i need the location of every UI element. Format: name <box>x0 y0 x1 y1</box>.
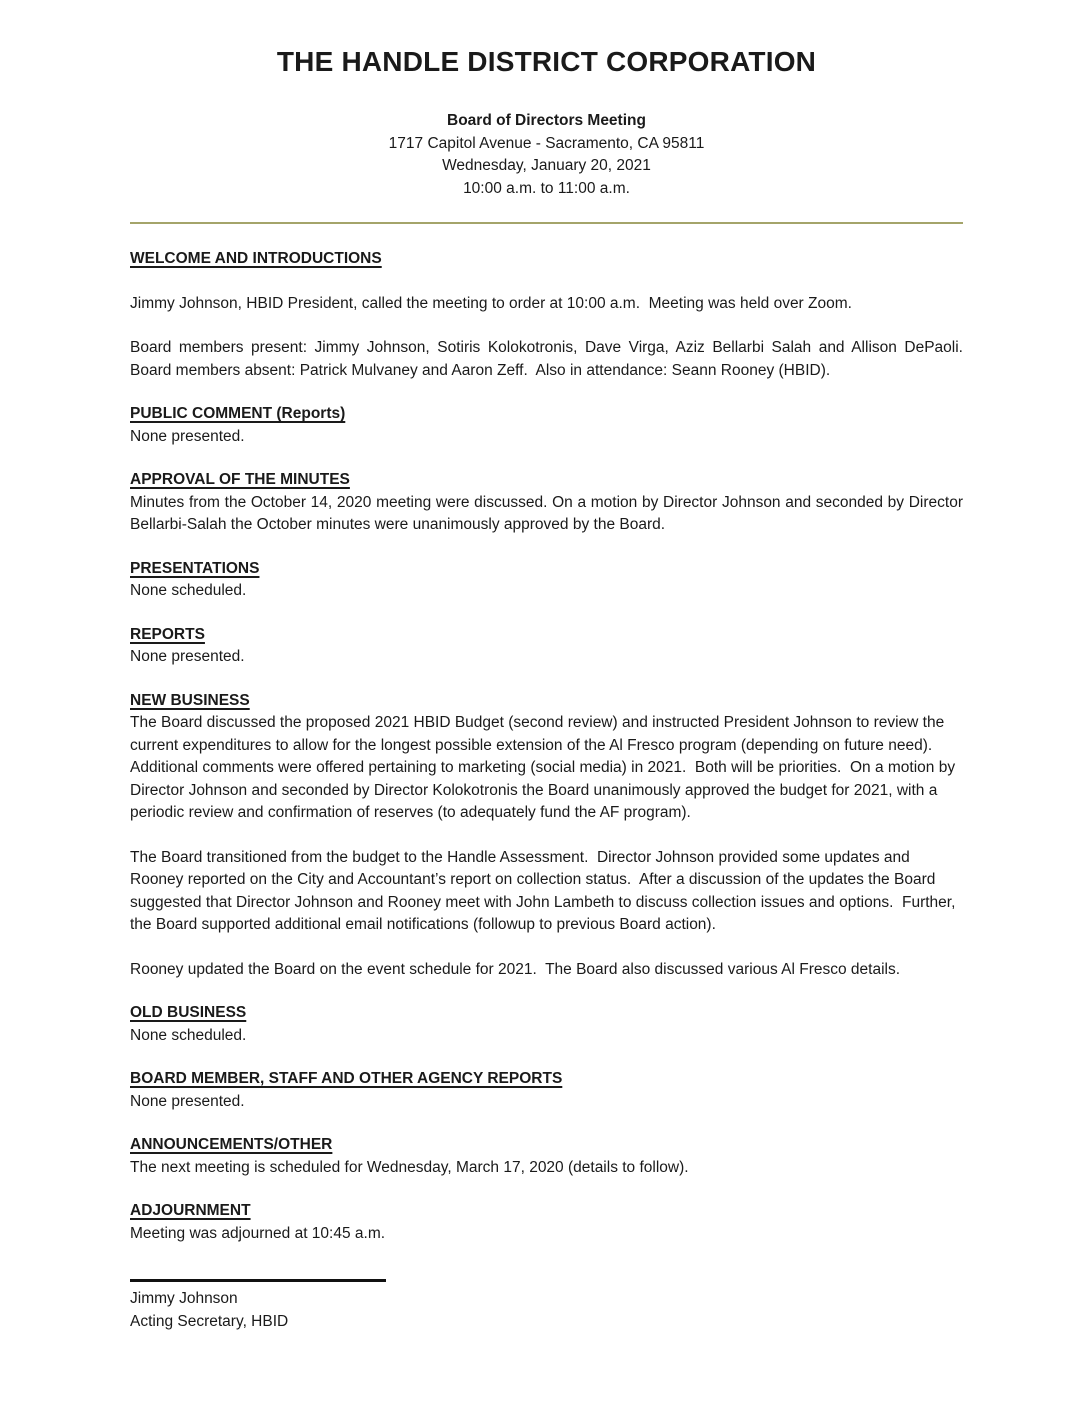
section-heading: ADJOURNMENT <box>130 1202 251 1219</box>
signature-block <box>130 1279 963 1333</box>
paragraph: None scheduled. <box>130 582 247 599</box>
paragraph: The Board transitioned from the budget to the Handle Assessment. Director Johnson provided some updates and Rooney reported on the City and Accountant’s report on collection status. After a discussion of the updates the Board suggested that Director Johnson and Rooney meet with John Lambeth to discuss collection issues and options. Further, the Board supported additional email notifications (followup to previous Board action). <box>130 848 960 933</box>
section-reports <box>130 624 963 669</box>
section-heading: NEW BUSINESS <box>130 691 250 709</box>
section-heading: WELCOME AND INTRODUCTIONS <box>130 250 382 267</box>
section-adjournment <box>130 1200 963 1245</box>
section-heading: BOARD MEMBER, STAFF AND OTHER AGENCY REPORTS <box>130 1070 563 1087</box>
section-new-business <box>130 690 963 982</box>
section-welcome <box>130 248 972 382</box>
paragraph: The Board discussed the proposed 2021 HBID Budget (second review) and instructed President Johnson to review the current expenditures to allow for the longest possible extension of the Al Fresco program (depending on future need). Additional comments were offered pertaining to marketing (social media) in 2021. Both will be priorities. On a motion by Director Johnson and seconded by Director Kolokotronis the Board unanimously approved the budget for 2021, with a periodic review and confirmation of reserves (to adequately fund the AF program). <box>130 714 960 821</box>
meeting-time: 10:00 a.m. to 11:00 a.m. <box>463 179 630 197</box>
section-heading: ANNOUNCEMENTS/OTHER <box>130 1136 333 1153</box>
section-heading: APPROVAL OF THE MINUTES <box>130 471 350 488</box>
paragraph: None scheduled. <box>130 1026 247 1044</box>
meeting-name: Board of Directors Meeting <box>447 112 646 129</box>
section-old-business <box>130 1002 963 1047</box>
section-public-comment <box>130 403 963 448</box>
section-heading: REPORTS <box>130 625 205 643</box>
paragraph: Meeting was adjourned at 10:45 a.m. <box>130 1224 386 1242</box>
document-header <box>130 110 963 200</box>
section-heading: PUBLIC COMMENT (Reports) <box>130 405 346 422</box>
section-presentations <box>130 558 963 603</box>
document-body <box>130 248 972 1333</box>
section-heading: PRESENTATIONS <box>130 559 260 577</box>
meeting-date: Wednesday, January 20, 2021 <box>442 157 651 174</box>
signature-line <box>130 1279 386 1282</box>
page-title: THE HANDLE DISTRICT CORPORATION <box>276 46 817 77</box>
paragraph: Minutes from the October 14, 2020 meeting were discussed. On a motion by Director Johnson and seconded by Director Bellarbi-Salah the October minutes were unanimously approved by the Board. <box>130 493 968 533</box>
paragraph: The next meeting is scheduled for Wednesday, March 17, 2020 (details to follow). <box>130 1158 689 1176</box>
paragraph: None presented. <box>130 1092 245 1110</box>
paragraph: Rooney updated the Board on the event schedule for 2021. The Board also discussed various Al Fresco details. <box>130 960 901 978</box>
signature-name: Jimmy Johnson <box>130 1290 238 1307</box>
section-heading: OLD BUSINESS <box>130 1004 247 1021</box>
paragraph: None presented. <box>130 648 245 665</box>
paragraph: Board members present: Jimmy Johnson, Sotiris Kolokotronis, Dave Virga, Aziz Bellarbi Salah and Allison DePaoli. Board members absent: Patrick Mulvaney and Aaron Zeff. Also in attendance: Seann Rooney (HBID). <box>130 339 972 379</box>
signature-role: Acting Secretary, HBID <box>130 1312 289 1330</box>
header-divider <box>130 222 963 224</box>
section-board-member-reports <box>130 1068 963 1113</box>
meeting-address: 1717 Capitol Avenue - Sacramento, CA 95811 <box>388 134 705 152</box>
paragraph: Jimmy Johnson, HBID President, called the meeting to order at 10:00 a.m. Meeting was held over Zoom. <box>130 294 852 312</box>
section-approval-minutes <box>130 469 968 537</box>
section-announcements <box>130 1134 963 1179</box>
paragraph: None presented. <box>130 427 245 445</box>
